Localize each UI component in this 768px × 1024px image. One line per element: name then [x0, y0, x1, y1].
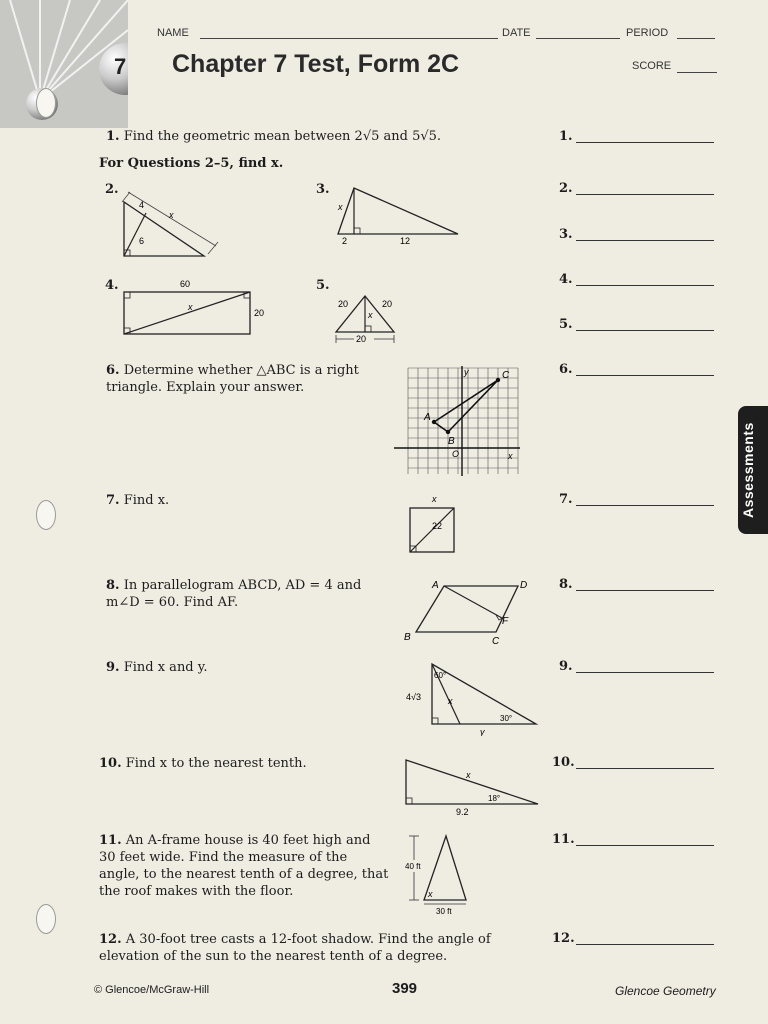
question-10: [99, 755, 369, 772]
question-7: [106, 492, 386, 509]
question-number: 7.: [106, 493, 120, 508]
q3-label-2: 2: [342, 236, 348, 246]
question-8: [106, 577, 366, 611]
question-6: [106, 362, 368, 396]
question-number: 6.: [106, 363, 120, 378]
q6-point-b: B: [448, 436, 455, 447]
q6-origin-label: O: [452, 449, 460, 459]
answer-number: 1.: [559, 129, 573, 144]
q6-y-axis-label: y: [464, 367, 469, 377]
question-text: In parallelogram ABCD, AD = 4 and m∠D = 60. Find AF.: [106, 578, 362, 610]
question-text: Find the geometric mean between 2√5 and 5√5.: [123, 129, 442, 144]
answer-number: 4.: [559, 272, 573, 287]
q9-angle-60: 60°: [434, 671, 447, 680]
assessments-side-tab: [738, 406, 768, 534]
score-label: SCORE: [632, 60, 672, 72]
answer-number: 12.: [552, 931, 575, 946]
q3-label-12: 12: [400, 236, 411, 246]
answer-number: 8.: [559, 577, 573, 592]
question-9: [106, 659, 366, 676]
q9-angle-30: 30°: [500, 714, 513, 723]
q8-point-f: F: [502, 616, 509, 627]
q6-x-axis-label: x: [508, 451, 513, 461]
question-text: Determine whether △ABC is a right triangle. Explain your answer.: [106, 363, 359, 395]
question-text: Find x.: [123, 493, 170, 508]
group-heading: For Questions 2–5, find x.: [99, 156, 284, 171]
page-title: Chapter 7 Test, Form 2C: [172, 50, 460, 78]
period-line: [677, 38, 715, 39]
answer-number: 11.: [552, 832, 575, 847]
answer-blank[interactable]: [576, 944, 714, 945]
q5-label-left: 20: [338, 299, 349, 309]
name-label: NAME: [157, 27, 189, 39]
answer-number: 2.: [559, 181, 573, 196]
binder-hole: [36, 500, 56, 530]
q11-angle-x: x: [428, 889, 433, 899]
q11-width-label: 30 ft: [436, 907, 452, 916]
side-tab-label: Assessments: [740, 422, 756, 518]
q8-vertex-c: C: [492, 636, 500, 647]
question-text: A 30-foot tree casts a 12-foot shadow. Find the angle of elevation of the sun to the nearest tenth of a degree.: [99, 932, 491, 964]
question-text: Find x and y.: [123, 660, 208, 675]
q10-figure: [400, 756, 542, 818]
answer-blank[interactable]: [576, 375, 714, 376]
q11-height-label: 40 ft: [405, 862, 421, 871]
q4-figure: [118, 276, 268, 340]
q2-label-x: x: [169, 210, 174, 220]
q6-coordinate-grid: [392, 364, 522, 478]
q9-side-label: 4√3: [406, 692, 421, 702]
q8-vertex-b: B: [404, 632, 411, 643]
q6-point-a: A: [424, 412, 431, 423]
answer-blank[interactable]: [576, 240, 714, 241]
q4-label-60: 60: [180, 279, 191, 289]
answer-number: 5.: [559, 317, 573, 332]
answer-blank[interactable]: [576, 768, 714, 769]
answer-blank[interactable]: [576, 672, 714, 673]
binder-hole: [36, 88, 56, 118]
date-line: [536, 38, 620, 39]
question-4-number: 4.: [105, 278, 119, 293]
footer-page-number: 399: [392, 980, 418, 997]
q8-vertex-d: D: [520, 580, 528, 591]
q6-point-c: C: [502, 370, 510, 381]
answer-blank[interactable]: [576, 845, 714, 846]
answer-number: 9.: [559, 659, 573, 674]
answer-blank[interactable]: [576, 142, 714, 143]
footer-book-title: Glencoe Geometry: [615, 984, 716, 998]
q2-label-4: 4: [139, 200, 145, 210]
question-number: 1.: [106, 129, 120, 144]
question-number: 8.: [106, 578, 120, 593]
q4-label-x: x: [188, 302, 193, 312]
q5-label-right: 20: [382, 299, 393, 309]
q9-figure: [400, 660, 540, 736]
answer-number: 7.: [559, 492, 573, 507]
chapter-number: 7: [114, 54, 127, 79]
question-2-number: 2.: [105, 182, 119, 197]
question-11: [99, 832, 391, 900]
question-5-number: 5.: [316, 278, 330, 293]
q7-label-22: 22: [432, 521, 443, 531]
answer-blank[interactable]: [576, 330, 714, 331]
question-text: Find x to the nearest tenth.: [125, 756, 307, 771]
q7-figure: [404, 492, 464, 558]
answer-number: 10.: [552, 755, 575, 770]
footer-publisher: © Glencoe/McGraw-Hill: [94, 984, 210, 996]
q5-label-x: x: [368, 310, 373, 320]
name-line: [200, 38, 498, 39]
q3-label-x: x: [338, 202, 343, 212]
question-text: An A-frame house is 40 feet high and 30 feet wide. Find the measure of the angle, to the nearest tenth of a degree, that the roof makes with the floor.: [99, 833, 389, 899]
score-line: [677, 72, 717, 73]
question-number: 12.: [99, 932, 122, 947]
answer-blank[interactable]: [576, 285, 714, 286]
q10-label-x: x: [466, 770, 471, 780]
answer-number: 6.: [559, 362, 573, 377]
q8-parallelogram: [400, 578, 536, 648]
answer-blank[interactable]: [576, 194, 714, 195]
question-number: 10.: [99, 756, 122, 771]
answer-number: 3.: [559, 227, 573, 242]
question-number: 9.: [106, 660, 120, 675]
q10-label-base: 9.2: [456, 807, 469, 817]
q9-label-x: x: [448, 696, 453, 706]
chapter-header-graphic: [0, 0, 128, 128]
q7-label-x: x: [432, 494, 437, 504]
q4-label-20: 20: [254, 308, 265, 318]
period-label: PERIOD: [626, 27, 669, 39]
binder-hole: [36, 904, 56, 934]
question-12: [99, 931, 499, 965]
q5-label-base: 20: [356, 334, 367, 344]
q9-label-y: y: [480, 727, 485, 736]
question-1: [106, 128, 486, 145]
q10-angle-18: 18°: [488, 794, 501, 803]
q2-figure: [118, 190, 220, 260]
date-label: DATE: [502, 27, 531, 39]
q11-a-frame-figure: [400, 832, 480, 918]
answer-blank[interactable]: [576, 590, 714, 591]
q2-label-6: 6: [139, 236, 145, 246]
question-3-number: 3.: [316, 182, 330, 197]
q8-vertex-a: A: [432, 580, 439, 591]
q3-figure: [330, 184, 470, 246]
answer-blank[interactable]: [576, 505, 714, 506]
q5-figure: [330, 292, 406, 348]
question-number: 11.: [99, 833, 122, 848]
